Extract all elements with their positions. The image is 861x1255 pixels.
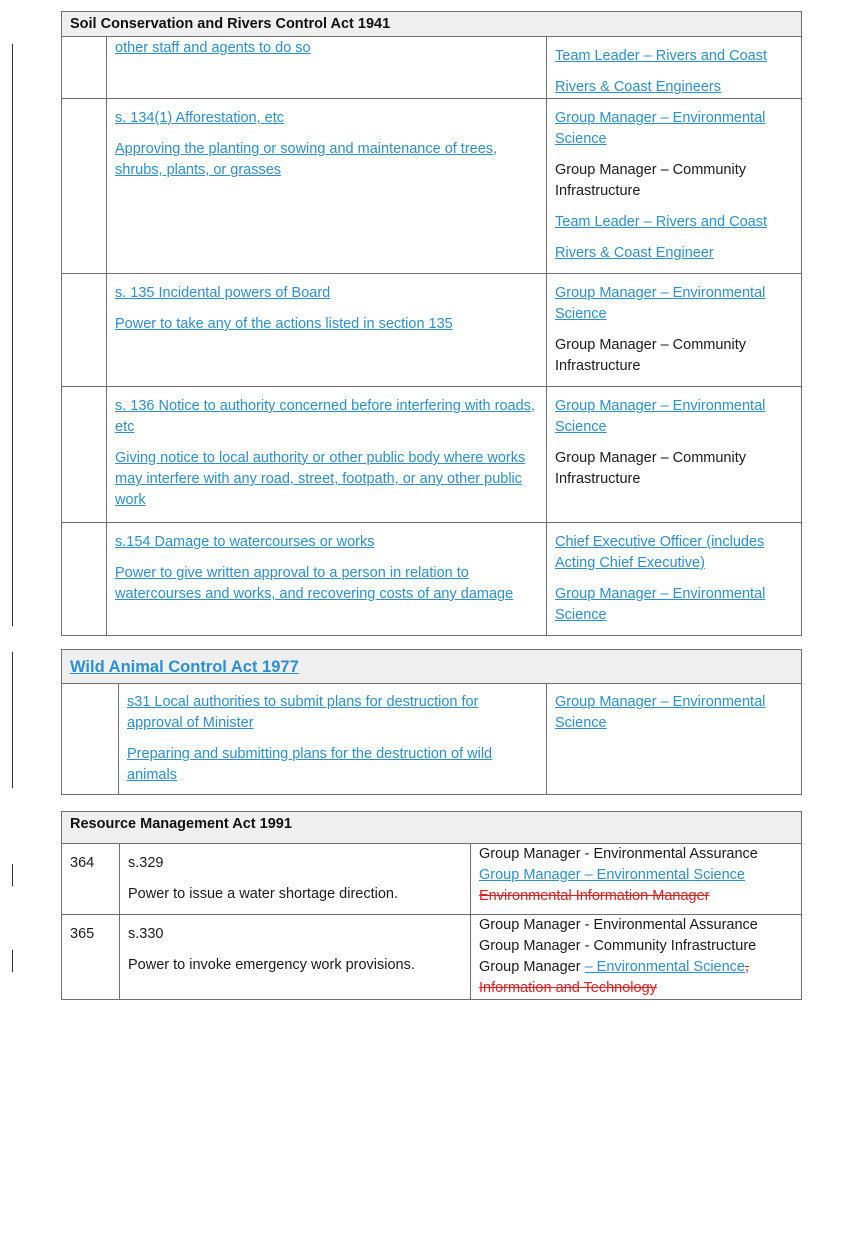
section-heading: s.329 xyxy=(128,855,164,871)
delegate-holder: Team Leader – Rivers and Coast xyxy=(555,48,767,64)
table-row xyxy=(62,99,802,274)
delegate-holder: Group Manager – Community Infrastructure xyxy=(555,337,746,374)
deleted-holder: Environmental Information Manager xyxy=(479,888,710,904)
holder-prefix: Group Manager xyxy=(479,959,585,975)
deleted-text: , Information and Technology xyxy=(479,959,750,996)
change-bar xyxy=(12,864,13,886)
delegate-holder: Group Manager – Environmental Science xyxy=(555,586,766,623)
resource-management-table xyxy=(61,811,802,1000)
description-text: other staff and agents to do so xyxy=(115,40,311,56)
act-title-link[interactable]: Wild Animal Control Act 1977 xyxy=(70,658,299,676)
delegate-holder-mixed xyxy=(479,957,793,999)
section-heading: s. 136 Notice to authority concerned before interfering with roads, etc xyxy=(115,398,535,435)
table-row xyxy=(62,387,802,523)
table-row xyxy=(62,523,802,636)
delegate-holder: Rivers & Coast Engineers xyxy=(555,79,722,95)
delegate-holder: Group Manager – Environmental Science xyxy=(555,694,766,731)
delegate-holder: Group Manager – Environmental Science xyxy=(555,110,766,147)
delegate-holder: Group Manager – Environmental Science xyxy=(555,398,766,435)
section-heading: s.154 Damage to watercourses or works xyxy=(115,534,375,550)
table-title: Resource Management Act 1991 xyxy=(62,812,802,844)
delegate-holder: Chief Executive Officer (includes Acting Chief Executive) xyxy=(555,534,765,571)
delegate-holder: Group Manager – Community Infrastructure xyxy=(555,162,746,199)
row-number: 365 xyxy=(70,926,95,942)
description-text: Preparing and submitting plans for the destruction of wild animals xyxy=(127,746,493,783)
table-row xyxy=(62,37,802,99)
description-text: Power to invoke emergency work provisions. xyxy=(128,957,415,973)
description-text: Power to give written approval to a person in relation to watercourses and works, and recovering costs of any damage xyxy=(115,565,514,602)
table-row xyxy=(62,915,802,1000)
row-number: 364 xyxy=(70,855,95,871)
delegate-holder: Group Manager - Environmental Assurance xyxy=(479,917,758,933)
delegate-holder: Group Manager – Community Infrastructure xyxy=(555,450,746,487)
delegate-holder: Team Leader – Rivers and Coast xyxy=(555,214,767,230)
delegate-holder: Group Manager – Environmental Science xyxy=(479,867,745,883)
section-heading: s. 134(1) Afforestation, etc xyxy=(115,110,284,126)
section-heading: s.330 xyxy=(128,926,164,942)
delegate-holder: Group Manager - Environmental Assurance xyxy=(479,846,758,862)
table-title: Soil Conservation and Rivers Control Act 1941 xyxy=(62,12,802,37)
delegate-holder: Group Manager - Community Infrastructure xyxy=(479,938,757,954)
description-text: Power to issue a water shortage direction. xyxy=(128,886,398,902)
inserted-text: – Environmental Science xyxy=(584,959,745,975)
description-text: Giving notice to local authority or other public body where works may interfere with any road, street, footpath, or any other public work xyxy=(115,450,526,508)
section-heading: s. 135 Incidental powers of Board xyxy=(115,285,331,301)
soil-conservation-table xyxy=(61,11,802,636)
description-text: Approving the planting or sowing and maintenance of trees, shrubs, plants, or grasses xyxy=(115,141,498,178)
section-heading: s31 Local authorities to submit plans for destruction for approval of Minister xyxy=(127,694,479,731)
table-row xyxy=(62,684,802,795)
description-text: Power to take any of the actions listed in section 135 xyxy=(115,316,453,332)
change-bar xyxy=(12,652,13,788)
change-bar xyxy=(12,950,13,972)
change-bar xyxy=(12,44,13,626)
delegate-holder: Rivers & Coast Engineer xyxy=(555,245,714,261)
table-row xyxy=(62,274,802,387)
table-row xyxy=(62,844,802,915)
delegate-holder: Group Manager – Environmental Science xyxy=(555,285,766,322)
wild-animal-table xyxy=(61,649,802,795)
